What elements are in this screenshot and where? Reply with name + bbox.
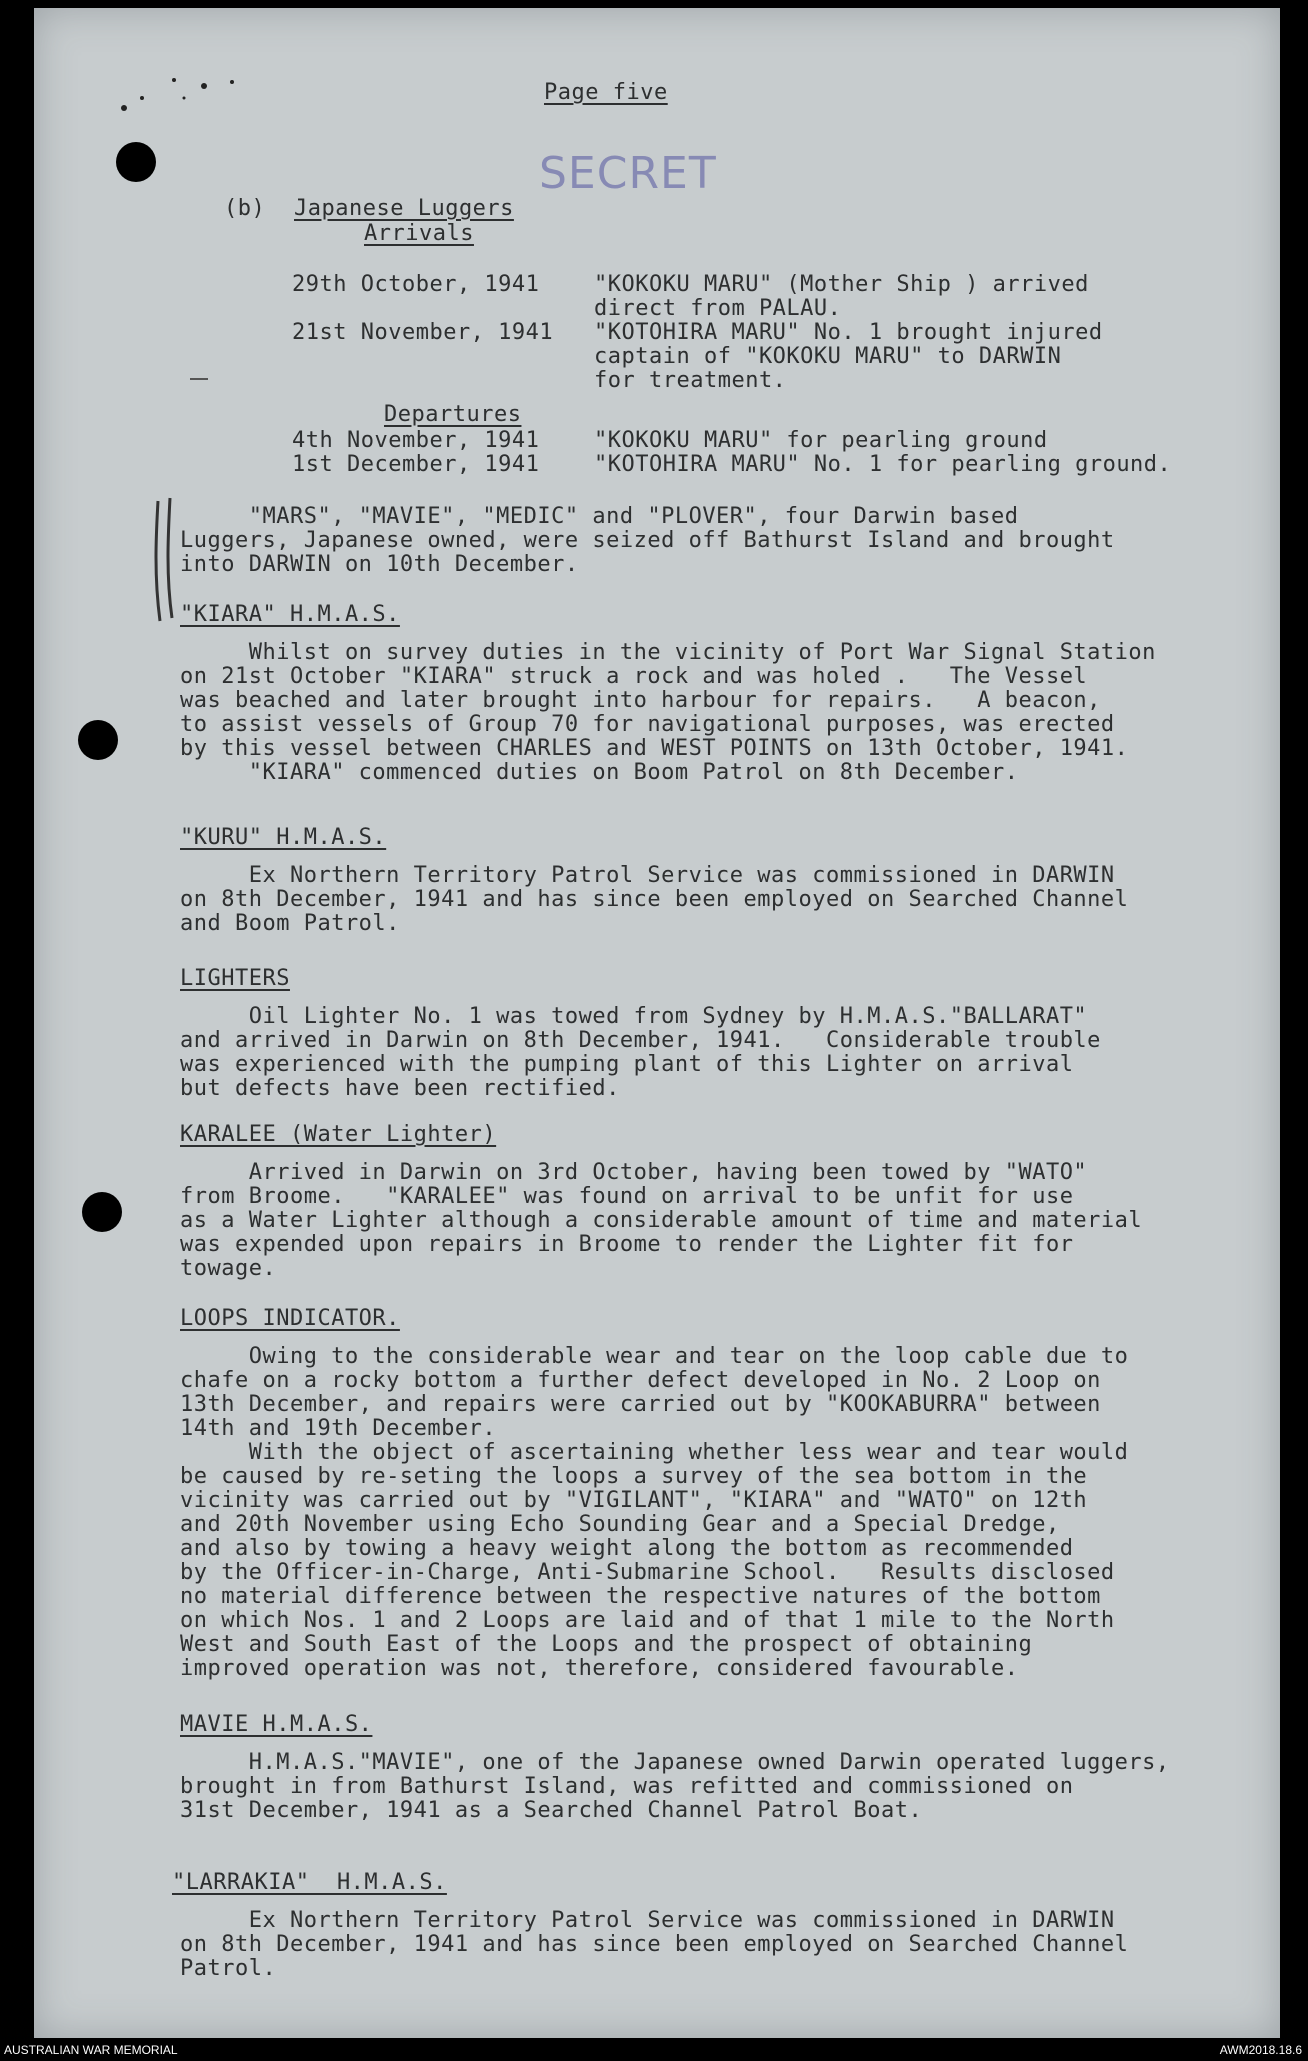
- subheading-arrivals: Arrivals: [364, 221, 474, 246]
- page-label: Page five: [544, 80, 668, 105]
- paragraph-line: was beached and later brought into harbour for repairs. A beacon,: [180, 688, 1101, 713]
- paragraph-line: towage.: [180, 1256, 277, 1281]
- paragraph-line: Ex Northern Territory Patrol Service was commissioned in DARWIN: [180, 863, 1115, 888]
- ink-specks: [114, 68, 244, 138]
- punch-hole: [78, 720, 118, 760]
- paragraph-line: Patrol.: [180, 1956, 277, 1981]
- paragraph-line: from Broome. "KARALEE" was found on arrival to be unfit for use: [180, 1184, 1074, 1209]
- paragraph-line: and arrived in Darwin on 8th December, 1941. Considerable trouble: [180, 1028, 1101, 1053]
- arrival-text: for treatment.: [594, 368, 787, 393]
- paragraph-line: into DARWIN on 10th December.: [180, 552, 579, 577]
- section-heading: "KIARA" H.M.A.S.: [180, 602, 400, 627]
- arrival-text: "KOKOKU MARU" (Mother Ship ) arrived: [594, 272, 1089, 297]
- footer-right: AWM2018.18.6: [1219, 2043, 1302, 2057]
- arrival-text: captain of "KOKOKU MARU" to DARWIN: [594, 344, 1062, 369]
- paragraph-line: was expended upon repairs in Broome to render the Lighter fit for: [180, 1232, 1074, 1257]
- paragraph-line: on 21st October "KIARA" struck a rock and was holed . The Vessel: [180, 664, 1088, 689]
- paragraph-line: "MARS", "MAVIE", "MEDIC" and "PLOVER", four Darwin based: [180, 504, 1019, 529]
- document-page: [34, 8, 1280, 2038]
- paragraph-line: 14th and 19th December.: [180, 1416, 497, 1441]
- paragraph-line: Luggers, Japanese owned, were seized off Bathurst Island and brought: [180, 528, 1115, 553]
- punch-hole: [82, 1192, 122, 1232]
- paragraph-line: as a Water Lighter although a considerable amount of time and material: [180, 1208, 1143, 1233]
- section-marker: (b): [224, 196, 266, 221]
- paragraph-line: 31st December, 1941 as a Searched Channel Patrol Boat.: [180, 1798, 923, 1823]
- departure-text: "KOKOKU MARU" for pearling ground: [594, 428, 1048, 453]
- paragraph-line: improved operation was not, therefore, considered favourable.: [180, 1656, 1019, 1681]
- subheading-departures: Departures: [384, 402, 522, 427]
- paragraph-line: Oil Lighter No. 1 was towed from Sydney by H.M.A.S."BALLARAT": [180, 1004, 1088, 1029]
- paragraph-line: and Boom Patrol.: [180, 911, 400, 936]
- section-heading: LOOPS INDICATOR.: [180, 1306, 400, 1331]
- section-heading: "KURU" H.M.A.S.: [180, 825, 387, 850]
- paragraph-line: With the object of ascertaining whether less wear and tear would: [180, 1440, 1129, 1465]
- paragraph-line: vicinity was carried out by "VIGILANT", "KIARA" and "WATO" on 12th: [180, 1488, 1088, 1513]
- paragraph-line: and 20th November using Echo Sounding Gear and a Special Dredge,: [180, 1512, 1060, 1537]
- archive-footer: [0, 2038, 1308, 2061]
- paragraph-line: "KIARA" commenced duties on Boom Patrol on 8th December.: [180, 760, 1019, 785]
- margin-dash: [190, 378, 208, 380]
- paragraph-line: Owing to the considerable wear and tear on the loop cable due to: [180, 1344, 1129, 1369]
- departure-date: 4th November, 1941: [292, 428, 540, 453]
- section-heading: Japanese Luggers: [294, 196, 514, 221]
- paragraph-line: by the Officer-in-Charge, Anti-Submarine School. Results disclosed: [180, 1560, 1115, 1585]
- paragraph-line: no material difference between the respective natures of the bottom: [180, 1584, 1101, 1609]
- paragraph-line: to assist vessels of Group 70 for navigational purposes, was erected: [180, 712, 1115, 737]
- section-heading: LIGHTERS: [180, 966, 290, 991]
- secret-stamp: SECRET: [539, 148, 717, 199]
- paragraph-line: brought in from Bathurst Island, was refitted and commissioned on: [180, 1774, 1074, 1799]
- paragraph-line: on 8th December, 1941 and has since been employed on Searched Channel: [180, 887, 1129, 912]
- paragraph-line: Arrived in Darwin on 3rd October, having been towed by "WATO": [180, 1160, 1088, 1185]
- arrival-date: 21st November, 1941: [292, 320, 554, 345]
- paragraph-line: but defects have been rectified.: [180, 1076, 620, 1101]
- paragraph-line: was experienced with the pumping plant of this Lighter on arrival: [180, 1052, 1074, 1077]
- arrival-date: 29th October, 1941: [292, 272, 540, 297]
- paragraph-line: be caused by re-seting the loops a survey of the sea bottom in the: [180, 1464, 1088, 1489]
- punch-hole: [116, 142, 156, 182]
- paragraph-line: Whilst on survey duties in the vicinity of Port War Signal Station: [180, 640, 1156, 665]
- paragraph-line: West and South East of the Loops and the prospect of obtaining: [180, 1632, 1033, 1657]
- paragraph-line: and also by towing a heavy weight along the bottom as recommended: [180, 1536, 1074, 1561]
- paragraph-line: by this vessel between CHARLES and WEST POINTS on 13th October, 1941.: [180, 736, 1129, 761]
- paragraph-line: chafe on a rocky bottom a further defect developed in No. 2 Loop on: [180, 1368, 1101, 1393]
- arrival-text: direct from PALAU.: [594, 296, 842, 321]
- paragraph-line: 13th December, and repairs were carried out by "KOOKABURRA" between: [180, 1392, 1101, 1417]
- paragraph-line: on 8th December, 1941 and has since been employed on Searched Channel: [180, 1932, 1129, 1957]
- pencil-margin-mark: [150, 496, 180, 626]
- paragraph-line: H.M.A.S."MAVIE", one of the Japanese owned Darwin operated luggers,: [180, 1750, 1170, 1775]
- departure-text: "KOTOHIRA MARU" No. 1 for pearling ground.: [594, 452, 1172, 477]
- paragraph-line: on which Nos. 1 and 2 Loops are laid and of that 1 mile to the North: [180, 1608, 1115, 1633]
- footer-left: AUSTRALIAN WAR MEMORIAL: [4, 2043, 178, 2057]
- section-heading: KARALEE (Water Lighter): [180, 1122, 497, 1147]
- section-heading: "LARRAKIA" H.M.A.S.: [172, 1870, 447, 1895]
- arrival-text: "KOTOHIRA MARU" No. 1 brought injured: [594, 320, 1103, 345]
- section-heading: MAVIE H.M.A.S.: [180, 1712, 373, 1737]
- departure-date: 1st December, 1941: [292, 452, 540, 477]
- paragraph-line: Ex Northern Territory Patrol Service was commissioned in DARWIN: [180, 1908, 1115, 1933]
